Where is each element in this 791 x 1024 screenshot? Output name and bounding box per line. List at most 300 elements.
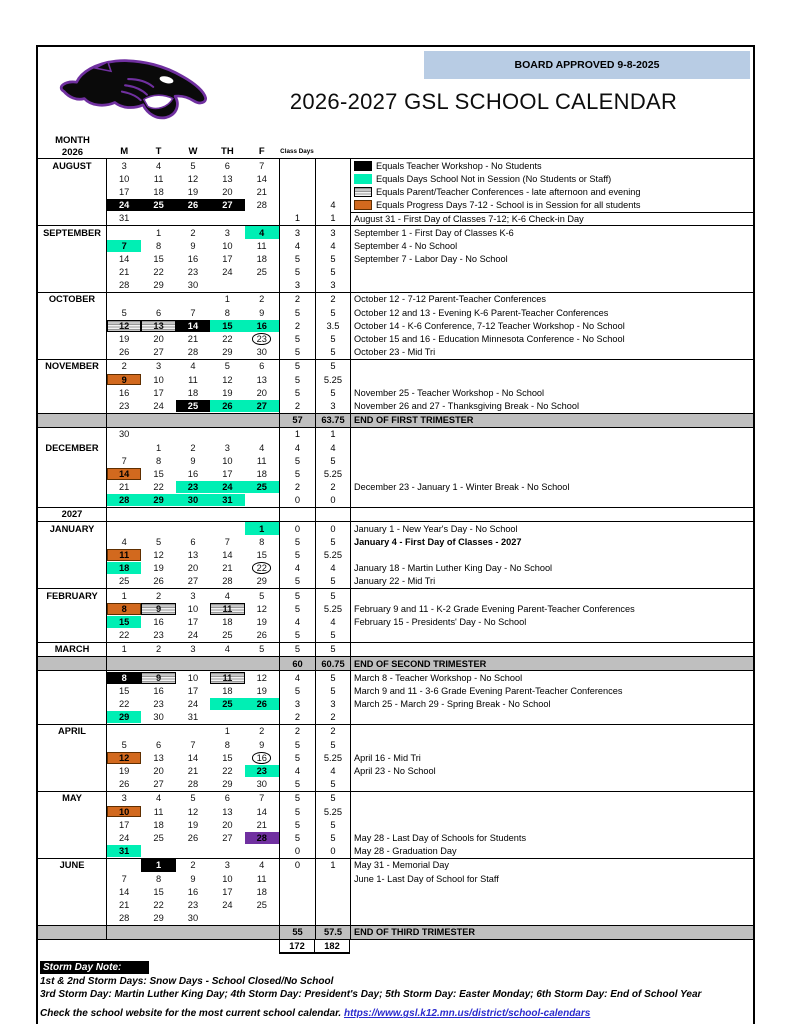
day-cell [176, 306, 210, 319]
day-number: 18 [187, 387, 199, 398]
day-conference: 13 [141, 320, 175, 332]
note-text: May 28 - Last Day of Schools for Students [353, 832, 527, 843]
calendar-row [38, 629, 753, 642]
day-number: 23 [119, 400, 130, 411]
note-cell [350, 454, 753, 467]
class-days-value: 5 [279, 535, 315, 548]
day-cell [107, 778, 141, 791]
day-cell [245, 306, 279, 319]
page-title: 2026-2027 GSL SCHOOL CALENDAR [289, 89, 678, 114]
calendar-row [38, 615, 753, 628]
note-cell [350, 589, 753, 602]
month-label [38, 562, 107, 575]
day-cell [245, 602, 279, 615]
day-cell [210, 751, 244, 764]
day-conference: 9 [141, 603, 175, 615]
staff-days-value: 5 [315, 266, 350, 279]
day-cell [176, 185, 210, 198]
day-graduation: 28 [245, 832, 279, 844]
day-cell [176, 332, 210, 345]
day-no-school: 25 [245, 481, 279, 493]
day-cell [141, 818, 175, 831]
day-number: 6 [190, 536, 196, 547]
day-cell [245, 226, 279, 239]
day-cell [245, 346, 279, 359]
day-number: 19 [187, 819, 199, 830]
month-label: MARCH [38, 643, 107, 656]
day-cell [176, 548, 210, 561]
month-label [38, 751, 107, 764]
day-cell [210, 441, 244, 454]
day-number: 3 [224, 860, 230, 871]
day-cell [210, 845, 244, 858]
day-cell [245, 725, 279, 738]
day-number: 25 [256, 267, 267, 278]
day-cell [107, 698, 141, 711]
class-days-value: 1 [279, 428, 315, 441]
day-number: 19 [119, 334, 130, 345]
day-number: 14 [256, 173, 267, 184]
day-number: 22 [119, 699, 130, 710]
day-cell [176, 629, 210, 642]
day-cell [141, 535, 175, 548]
day-cell [176, 575, 210, 588]
month-label [38, 711, 107, 724]
day-cell [176, 239, 210, 252]
day-number: 21 [187, 766, 199, 777]
calendar-row [38, 792, 753, 805]
day-cell [210, 332, 244, 345]
day-number: 28 [119, 280, 130, 291]
staff-days-value: 2 [315, 293, 350, 306]
class-days-value: 5 [279, 792, 315, 805]
day-number: 4 [156, 160, 162, 171]
calendar-row [38, 454, 753, 467]
day-number: 8 [224, 739, 230, 750]
day-cell [107, 441, 141, 454]
day-number: 26 [187, 832, 199, 843]
class-days-value: 5 [279, 454, 315, 467]
day-cell [210, 199, 244, 212]
note-cell [350, 159, 753, 172]
day-number: 15 [119, 685, 130, 696]
class-days-value: 2 [279, 399, 315, 412]
day-cell [107, 239, 141, 252]
day-number: 12 [153, 550, 164, 561]
month-label [38, 199, 107, 212]
teal-legend-swatch [354, 174, 372, 184]
note-cell [350, 332, 753, 345]
day-cell [210, 764, 244, 777]
day-number: 22 [119, 630, 130, 641]
day-cell [210, 898, 244, 911]
day-number: 2 [259, 726, 265, 737]
day-cell [176, 386, 210, 399]
class-days-value: 4 [279, 239, 315, 252]
day-cell [141, 332, 175, 345]
staff-days-value [315, 898, 350, 911]
note-text: January 1 - New Year's Day - No School [353, 523, 518, 534]
month-label: FEBRUARY [38, 589, 107, 602]
day-number: 20 [153, 334, 164, 345]
day-cell [245, 386, 279, 399]
day-cell [141, 467, 175, 480]
day-cell [141, 725, 175, 738]
day-number: 2 [121, 361, 127, 372]
day-number: 29 [222, 347, 233, 358]
day-number: 16 [119, 387, 130, 398]
calendar-row [38, 684, 753, 697]
month-label [38, 535, 107, 548]
note-cell [350, 199, 753, 212]
class-days-value: 5 [279, 266, 315, 279]
month-label: SEPTEMBER [38, 226, 107, 239]
trimester-staff-days: 57.5 [315, 926, 350, 939]
day-cell [210, 725, 244, 738]
day-number: 30 [256, 779, 267, 790]
day-cell [107, 467, 141, 480]
month-label [38, 548, 107, 561]
note-cell [350, 212, 753, 225]
note-text: October 12 and 13 - Evening K-6 Parent-Teacher Conferences [353, 307, 609, 318]
note-cell [350, 535, 753, 548]
band-days-cell [107, 414, 279, 427]
day-cell [107, 738, 141, 751]
note-cell [350, 399, 753, 412]
month-label [38, 684, 107, 697]
class-days-value: 5 [279, 778, 315, 791]
day-cell [245, 252, 279, 265]
day-number: 6 [156, 739, 162, 750]
day-cell [176, 831, 210, 844]
day-number: 9 [190, 873, 196, 884]
month-label [38, 778, 107, 791]
totals-spacer [38, 940, 279, 955]
day-cell [107, 845, 141, 858]
day-cell [176, 159, 210, 172]
day-number: 11 [256, 455, 267, 466]
day-cell [176, 912, 210, 925]
day-cell [107, 615, 141, 628]
day-cell [107, 185, 141, 198]
day-number: 4 [156, 793, 162, 804]
day-cell [176, 602, 210, 615]
day-cell [141, 306, 175, 319]
class-days-value: 5 [279, 386, 315, 399]
class-days-value: 3 [279, 279, 315, 292]
day-number: 10 [187, 603, 199, 614]
day-cell [107, 818, 141, 831]
empty-day-cell [141, 508, 175, 521]
totals-row [38, 940, 753, 955]
day-cell [141, 266, 175, 279]
empty-staff-days [315, 508, 350, 521]
weekday-header-thursday: TH [221, 146, 234, 157]
note-text: October 12 - 7-12 Parent-Teacher Conferences [353, 294, 546, 305]
calendar-row [38, 346, 753, 359]
staff-days-value: 5 [315, 738, 350, 751]
month-section-march [38, 642, 753, 656]
calendar-row [38, 859, 753, 872]
day-cell [107, 386, 141, 399]
day-midtri: 23 [252, 333, 271, 345]
month-section-october [38, 292, 753, 359]
day-cell [245, 185, 279, 198]
day-cell [141, 575, 175, 588]
school-calendar-link[interactable]: https://www.gsl.k12.mn.us/district/school-calendars [343, 1008, 591, 1020]
day-cell [107, 629, 141, 642]
day-number: 26 [119, 347, 130, 358]
day-cell [210, 805, 244, 818]
day-number: 21 [256, 186, 267, 197]
day-number: 27 [153, 347, 164, 358]
day-cell [141, 898, 175, 911]
month-label [38, 898, 107, 911]
calendar-row [38, 522, 753, 535]
empty-day-cell [245, 508, 279, 521]
calendar-row [38, 252, 753, 265]
day-cell [107, 602, 141, 615]
day-cell [141, 239, 175, 252]
day-progress: 9 [107, 374, 141, 386]
day-cell [176, 698, 210, 711]
day-cell [107, 522, 141, 535]
calendar-row [38, 898, 753, 911]
day-cell [210, 548, 244, 561]
day-cell [210, 643, 244, 656]
note-text: May 28 - Graduation Day [353, 846, 457, 857]
day-cell [107, 454, 141, 467]
class-days-value: 4 [279, 615, 315, 628]
class-days-value [279, 885, 315, 898]
staff-days-value: 5.25 [315, 548, 350, 561]
day-cell [210, 562, 244, 575]
month-label [38, 494, 107, 507]
staff-days-value: 5 [315, 643, 350, 656]
day-number: 22 [153, 482, 164, 493]
day-number: 1 [156, 442, 162, 453]
class-days-value: 4 [279, 562, 315, 575]
month-section-may [38, 791, 753, 858]
note-cell [350, 912, 753, 925]
day-number: 3 [224, 442, 230, 453]
day-number: 28 [222, 576, 233, 587]
note-cell [350, 185, 753, 198]
day-cell [141, 199, 175, 212]
legend-text: Equals Days School Not in Session (No Students or Staff) [375, 173, 612, 184]
day-cell [141, 643, 175, 656]
day-cell [176, 481, 210, 494]
month-label [38, 373, 107, 386]
day-cell [245, 399, 279, 412]
class-days-value: 5 [279, 306, 315, 319]
staff-days-value: 4 [315, 615, 350, 628]
day-cell [107, 575, 141, 588]
day-number: 7 [121, 873, 127, 884]
day-cell [245, 293, 279, 306]
day-cell [107, 859, 141, 872]
day-number: 4 [190, 361, 196, 372]
day-cell [141, 778, 175, 791]
month-label [38, 602, 107, 615]
note-text: June 1- Last Day of School for Staff [353, 873, 499, 884]
calendar-row [38, 885, 753, 898]
class-days-value: 5 [279, 684, 315, 697]
day-cell [141, 494, 175, 507]
month-section-june [38, 858, 753, 925]
day-number: 22 [222, 766, 233, 777]
day-no-school: 25 [210, 698, 244, 710]
class-days-value: 5 [279, 589, 315, 602]
day-cell [141, 562, 175, 575]
day-number: 23 [153, 630, 164, 641]
day-cell [210, 711, 244, 724]
day-cell [245, 159, 279, 172]
day-number: 14 [119, 886, 130, 897]
class-days-value: 5 [279, 805, 315, 818]
class-days-value: 5 [279, 602, 315, 615]
day-number: 22 [153, 899, 164, 910]
note-cell [350, 481, 753, 494]
day-number: 23 [153, 699, 164, 710]
staff-days-value: 3 [315, 226, 350, 239]
day-number: 4 [259, 860, 265, 871]
day-cell [245, 266, 279, 279]
day-cell [210, 467, 244, 480]
class-days-value: 0 [279, 845, 315, 858]
month-label [38, 698, 107, 711]
day-number: 17 [153, 387, 164, 398]
day-cell [210, 885, 244, 898]
calendar-row [38, 332, 753, 345]
day-cell [141, 346, 175, 359]
day-cell [141, 602, 175, 615]
staff-days-value: 0 [315, 494, 350, 507]
staff-days-value: 5 [315, 684, 350, 697]
day-cell [107, 562, 141, 575]
day-cell [141, 629, 175, 642]
note-text: May 31 - Memorial Day [353, 860, 449, 871]
day-cell [107, 428, 141, 441]
day-cell [176, 805, 210, 818]
year-2027-label: 2027 [38, 508, 107, 521]
month-label [38, 671, 107, 684]
note-text: March 9 and 11 - 3-6 Grade Evening Parent-Teacher Conferences [353, 685, 623, 696]
day-cell [107, 764, 141, 777]
day-cell [210, 698, 244, 711]
day-cell [245, 172, 279, 185]
day-cell [176, 671, 210, 684]
class-days-value: 5 [279, 643, 315, 656]
day-cell [245, 212, 279, 225]
day-cell [176, 615, 210, 628]
day-cell [107, 481, 141, 494]
class-days-header: Class Days [280, 148, 314, 155]
month-label [38, 212, 107, 225]
day-number: 1 [121, 644, 127, 655]
day-cell [210, 159, 244, 172]
day-no-school: 15 [107, 616, 141, 628]
day-number: 7 [190, 739, 196, 750]
staff-days-value: 4 [315, 239, 350, 252]
day-number: 21 [256, 819, 267, 830]
day-no-school: 15 [210, 320, 244, 332]
note-text: November 25 - Teacher Workshop - No School [353, 387, 545, 398]
day-number: 2 [190, 442, 196, 453]
day-cell [107, 805, 141, 818]
day-number: 13 [222, 173, 233, 184]
month-label [38, 454, 107, 467]
day-cell [176, 684, 210, 697]
day-cell [141, 386, 175, 399]
day-number: 6 [224, 160, 230, 171]
day-number: 22 [222, 334, 233, 345]
day-workshop: 27 [210, 199, 244, 211]
calendar-row [38, 239, 753, 252]
day-number: 7 [224, 536, 230, 547]
class-days-value: 5 [279, 467, 315, 480]
day-cell [176, 898, 210, 911]
day-cell [141, 399, 175, 412]
note-text: February 15 - Presidents' Day - No School [353, 616, 527, 627]
day-cell [245, 751, 279, 764]
class-days-value: 4 [279, 764, 315, 777]
day-number: 31 [119, 213, 130, 224]
day-number: 18 [256, 468, 267, 479]
class-days-value [279, 898, 315, 911]
day-progress: 10 [107, 806, 141, 818]
day-cell [245, 818, 279, 831]
calendar-row [38, 764, 753, 777]
board-approved-banner: BOARD APPROVED 9-8-2025 [424, 51, 750, 79]
day-number: 19 [153, 563, 164, 574]
day-number: 26 [119, 779, 130, 790]
calendar-row [38, 818, 753, 831]
day-cell [107, 199, 141, 212]
day-cell [176, 441, 210, 454]
day-cell [210, 872, 244, 885]
day-cell [107, 872, 141, 885]
day-cell [176, 199, 210, 212]
day-cell [141, 319, 175, 332]
month-label [38, 172, 107, 185]
day-number: 3 [190, 644, 196, 655]
day-cell [107, 226, 141, 239]
staff-days-value: 5 [315, 454, 350, 467]
day-no-school: 31 [107, 845, 141, 857]
day-number: 17 [187, 616, 199, 627]
day-cell [141, 738, 175, 751]
note-cell [350, 872, 753, 885]
month-label [38, 252, 107, 265]
day-cell [107, 346, 141, 359]
note-text: October 15 and 16 - Education Minnesota Conference - No School [353, 334, 625, 345]
trimester-band [38, 413, 753, 428]
day-number: 14 [119, 253, 130, 264]
day-number: 7 [190, 307, 196, 318]
calendar-row [38, 778, 753, 791]
day-cell [141, 912, 175, 925]
note-text: January 4 - First Day of Classes - 2027 [353, 536, 522, 547]
day-cell [210, 522, 244, 535]
day-number: 24 [119, 832, 130, 843]
class-days-value: 2 [279, 711, 315, 724]
day-no-school: 16 [245, 320, 279, 332]
day-number: 29 [153, 280, 164, 291]
day-cell [245, 239, 279, 252]
class-days-value [279, 172, 315, 185]
day-cell [245, 684, 279, 697]
